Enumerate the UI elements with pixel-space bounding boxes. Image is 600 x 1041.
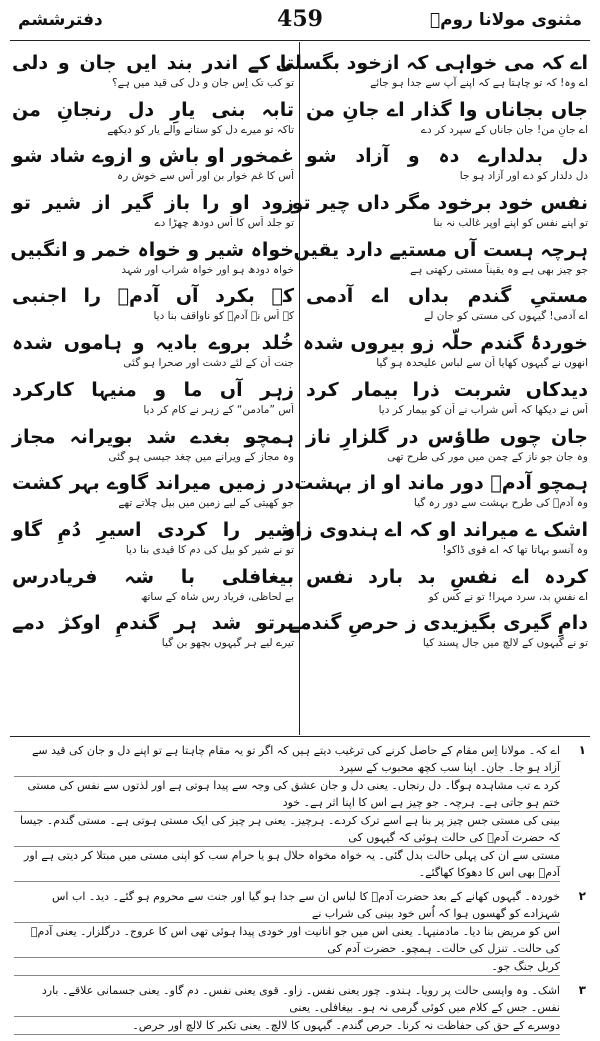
footnote-rule: [10, 736, 590, 737]
verse-text: ہرچہ ہست آں مستیے دارد یقیں: [293, 238, 588, 261]
verse-text: اشک ے میراند او کہ اے ہندوی زاو: [283, 518, 588, 541]
couplet: [12, 377, 294, 424]
couplet: [12, 190, 294, 237]
couplet: [288, 610, 588, 657]
couplet: [302, 330, 588, 377]
verse-text: خوردۂ گندم حلّہ زو بیروں شدہ: [302, 332, 588, 355]
footnote-line: دوسرے کے حق کی حفاظت نہ کرنا۔ حرص گندم۔ گیہوں کا لالچ۔ یعنی تکبر کا لالچ اور حرص۔: [14, 1017, 560, 1035]
footnote-number: ۱: [578, 743, 586, 757]
verse-translation: تو جلد اُس کا اُس دودھ چھڑا دے: [154, 217, 294, 230]
couplet: [306, 97, 588, 144]
verse-text: خُلد بروے بادیہ و ہاموں شدہ: [12, 332, 294, 355]
couplet: [283, 517, 588, 564]
verse-translation: بے لحاظی، فریاد رس شاہ کے ساتھ: [140, 590, 294, 603]
verse-translation: اے جانِ من! جان جاناں کے سپرد کر دے: [420, 123, 588, 136]
couplet: [12, 283, 294, 330]
right-verse-column: [275, 50, 588, 657]
verse-text: کہ بکرد آں آدمؑ را اجنبی: [12, 285, 294, 308]
verse-text: تا کے اندر بند ایں جان و دلی: [12, 52, 294, 74]
page-header: [10, 4, 590, 42]
couplet: [306, 564, 588, 611]
verse-translation: تو نے شیر کو بیل کی دم کا قیدی بنا دیا: [125, 543, 294, 556]
verse-translation: جو کھیتی کے لیے زمین میں بیل چلاتے تھے: [118, 497, 294, 510]
footnote-line: کربل جنگ جو۔: [14, 958, 560, 976]
couplet: [291, 190, 588, 237]
footnote-number: ۲: [578, 889, 586, 903]
left-verse-column: [12, 50, 294, 657]
footnote-line: خوردہ۔ گیہوں کھانے کے بعد حضرت آدمؑ کا لباس ان سے جدا ہو گیا اور جنت سے محروم ہو گئے۔ دید۔ اب اس شہزادے کو گھسوں ہوا کہ اُس خود بینی کی شراب نے: [14, 888, 560, 923]
verse-text: شیر را کردی اسیرِ دُمِ گاو: [12, 518, 294, 541]
couplet: [306, 143, 588, 190]
verse-translation: اے وہ! کہ تو چاہتا ہے کہ اپنے آپ سے جدا ہو جائے: [370, 77, 588, 89]
verse-translation: وہ جان جو ناز کے چمن میں مور کی طرح تھی: [387, 450, 588, 463]
verse-text: خواہ شیر و خواہ خمر و انگبیں: [10, 238, 294, 261]
verse-text: دل بدلدارے دہ و آزاد شو: [306, 145, 588, 168]
header-rule: [10, 40, 590, 41]
footnote-number: ۳: [578, 983, 586, 997]
couplet: [12, 517, 294, 564]
couplet: [12, 237, 294, 284]
footnote-line: مستی سے ان کی پہلی حالت بدل گئی۔ یہ خواہ مخواہ حلال ہو یا حرام سب کو اپنی مستی میں مبتلا کر دیتی ہے اور آدمؑ بھی اس کا دھوکا کھاگئے۔: [14, 847, 560, 882]
verse-translation: وہ آنسو بہاتا تھا کہ اے قوی ڈاکو!: [442, 543, 588, 556]
verse-text: برتو شد ہر گندمِ اوکژ دمے: [12, 612, 294, 635]
verse-translation: اُس کا غم خوار بن اور اُس سے خوش رہ: [117, 170, 294, 183]
couplet: [12, 470, 294, 517]
verse-text: دیدکاں شربت ذرا بیمار کرد: [306, 378, 588, 401]
verse-translation: کہ اُس نے آدمؑ کو ناواقف بنا دیا: [153, 310, 294, 323]
verse-text: کردہ اے نفسِ بد بارد نفس: [306, 565, 588, 588]
verse-text: زہر آں ما و منیہا کارکرد: [12, 378, 294, 401]
volume-title: دفترششم: [18, 10, 103, 30]
couplet: [12, 330, 294, 377]
verse-translation: تاکہ تو میرے دل کو ستانے والے یار کو دیکھے: [107, 123, 294, 136]
verse-translation: اُس نے دیکھا کہ اُس شراب نے اُن کو بیمار کر دیا: [378, 403, 588, 416]
footnote: [14, 982, 586, 1035]
footnotes-section: [14, 742, 586, 1041]
verse-text: اے کہ می خواہی کہ ازخود بگسلی: [275, 52, 588, 74]
verse-translation: تو اپنے نفس کو اپنے اوپر غالب نہ بنا: [433, 217, 588, 230]
verse-text: ہمچو آدمؑ دور ماند او از بہشت: [294, 472, 588, 495]
verse-translation: خواہ دودھ ہو اور خواہ شراب اور شہد: [121, 263, 294, 276]
verse-text: غمخور او باش و ازوے شاد شو: [12, 145, 294, 168]
verse-text: نفس خود برخود مگر داں چیر تو: [291, 192, 588, 215]
couplet: [12, 143, 294, 190]
verse-translation: جنت اُن کے لئے دشت اور صحرا ہو گئی: [123, 357, 294, 370]
verse-text: جاں بجاناں وا گذار اے جانِ من: [306, 98, 588, 121]
verse-text: زود او را باز گیر از شیر تو: [12, 192, 294, 215]
footnote-line: اشک۔ وہ واپسی حالت پر رویا۔ ہندو۔ چور یعنی نفس۔ زاو۔ قوی یعنی نفس۔ دم گاو۔ یعنی جسمانی علاقے۔ بارد نفس۔ جس کے کلام میں کوئی گرمی نہ ہو۔ بیغافلی۔ یعنی: [14, 982, 560, 1017]
couplet: [12, 610, 294, 657]
couplet: [275, 50, 588, 97]
couplet: [306, 424, 588, 471]
verse-translation: تو کب تک اِس جان و دل کی قید میں ہے؟: [112, 77, 294, 89]
page-number: 459: [277, 6, 323, 32]
couplet: [12, 50, 294, 97]
footnote: [14, 888, 586, 976]
verse-translation: تیرے لیے ہر گیہوں بچھو بن گیا: [161, 637, 294, 650]
verse-text: ہمچو بغدے شد بویرانہ مجاز: [12, 425, 294, 448]
book-title: مثنوی مولانا رومؒ: [429, 10, 582, 30]
verse-translation: جو چیز بھی ہے وہ یقیناً مستی رکھتی ہے: [410, 263, 588, 276]
couplet: [306, 377, 588, 424]
couplet: [12, 564, 294, 611]
verse-translation: وہ مجاز کے ویرانے میں چغد جیسی ہو گئی: [108, 450, 294, 463]
verse-translation: انھوں نے گیہوں کھایا اُن سے لباس علیحدہ ہو گیا: [376, 357, 588, 370]
couplet: [12, 97, 294, 144]
verse-translation: اے نفسِ بد، سرد مہرا! تو نے کس کو: [428, 590, 588, 603]
footnote: [14, 742, 586, 882]
verse-translation: وہ آدمؑ کی طرح بہشت سے دور رہ گیا: [413, 497, 588, 510]
verse-translation: اے آدمی! گیہوں کی مستی کو جان لے: [424, 310, 588, 323]
verse-text: جان چوں طاؤس در گلزارِ ناز: [306, 425, 588, 448]
couplet: [293, 237, 588, 284]
footnote-text: [14, 982, 560, 1035]
verse-text: در زمیں میراند گاوے بہر کشت: [12, 472, 294, 495]
footnote-line: کرد ے تب مشاہدہ ہوگا۔ دل رنجاں۔ یعنی دل و جان عشق کی وجہ سے پیدا ہوتی ہے اور لذتوں سے نفس کی مستی ختم ہو جاتی ہے۔ ہرچہ۔ جو چیز ہے اس کا اپنا اثر ہے۔ خود: [14, 777, 560, 812]
verse-text: دامِ گیری بگیزیدی ز حرصِ گندمے: [288, 612, 588, 635]
couplet: [294, 470, 588, 517]
verse-translation: تو نے گیہوں کے لالچ میں جال پسند کیا: [422, 637, 588, 650]
verse-text: مستیِ گندم بداں اے آدمی: [306, 285, 588, 308]
verse-text: بیغافلی با شہ فریادرس: [12, 565, 294, 588]
verse-translation: دل دلدار کو دے اور آزاد ہو جا: [459, 170, 588, 183]
couplet: [306, 283, 588, 330]
footnote-line: بینی کی مستی جس چیز پر بنا ہے اسے ترک کردے۔ ہرچیز۔ یعنی ہر چیز کی ایک مستی ہوتی ہے۔ مستی گندم۔ جیسا کہ حضرت آدمؑ کی حالت ہوئی کہ گیہوں کی: [14, 812, 560, 847]
footnote-line: اس کو مریض بنا دیا۔ مادمنیہا۔ یعنی اس میں جو انانیت اور خودی پیدا ہوئی تھی اس کا عروج۔ درگلزار۔ یعنی آدمؑ کی حالت۔ تنزل کی حالت۔ ہمچو۔ حضرت آدم کی: [14, 923, 560, 958]
footnote-line: اے کہ۔ مولانا اِس مقام کے حاصل کرنے کی ترغیب دیتے ہیں کہ اگر تو یہ مقام چاہتا ہے تو اپنے دل و جان کی قید سے آزاد ہو جا۔ جان۔ اپنا سب کچھ محبوب کے سپرد: [14, 742, 560, 777]
verse-text: تابہ بنی یارِ دل رنجانِ من: [12, 98, 294, 121]
footnote-text: [14, 888, 560, 976]
footnote-text: [14, 742, 560, 882]
couplet: [12, 424, 294, 471]
verse-translation: اُس ”مادمن“ کے زہر نے کام کر دیا: [143, 403, 294, 416]
